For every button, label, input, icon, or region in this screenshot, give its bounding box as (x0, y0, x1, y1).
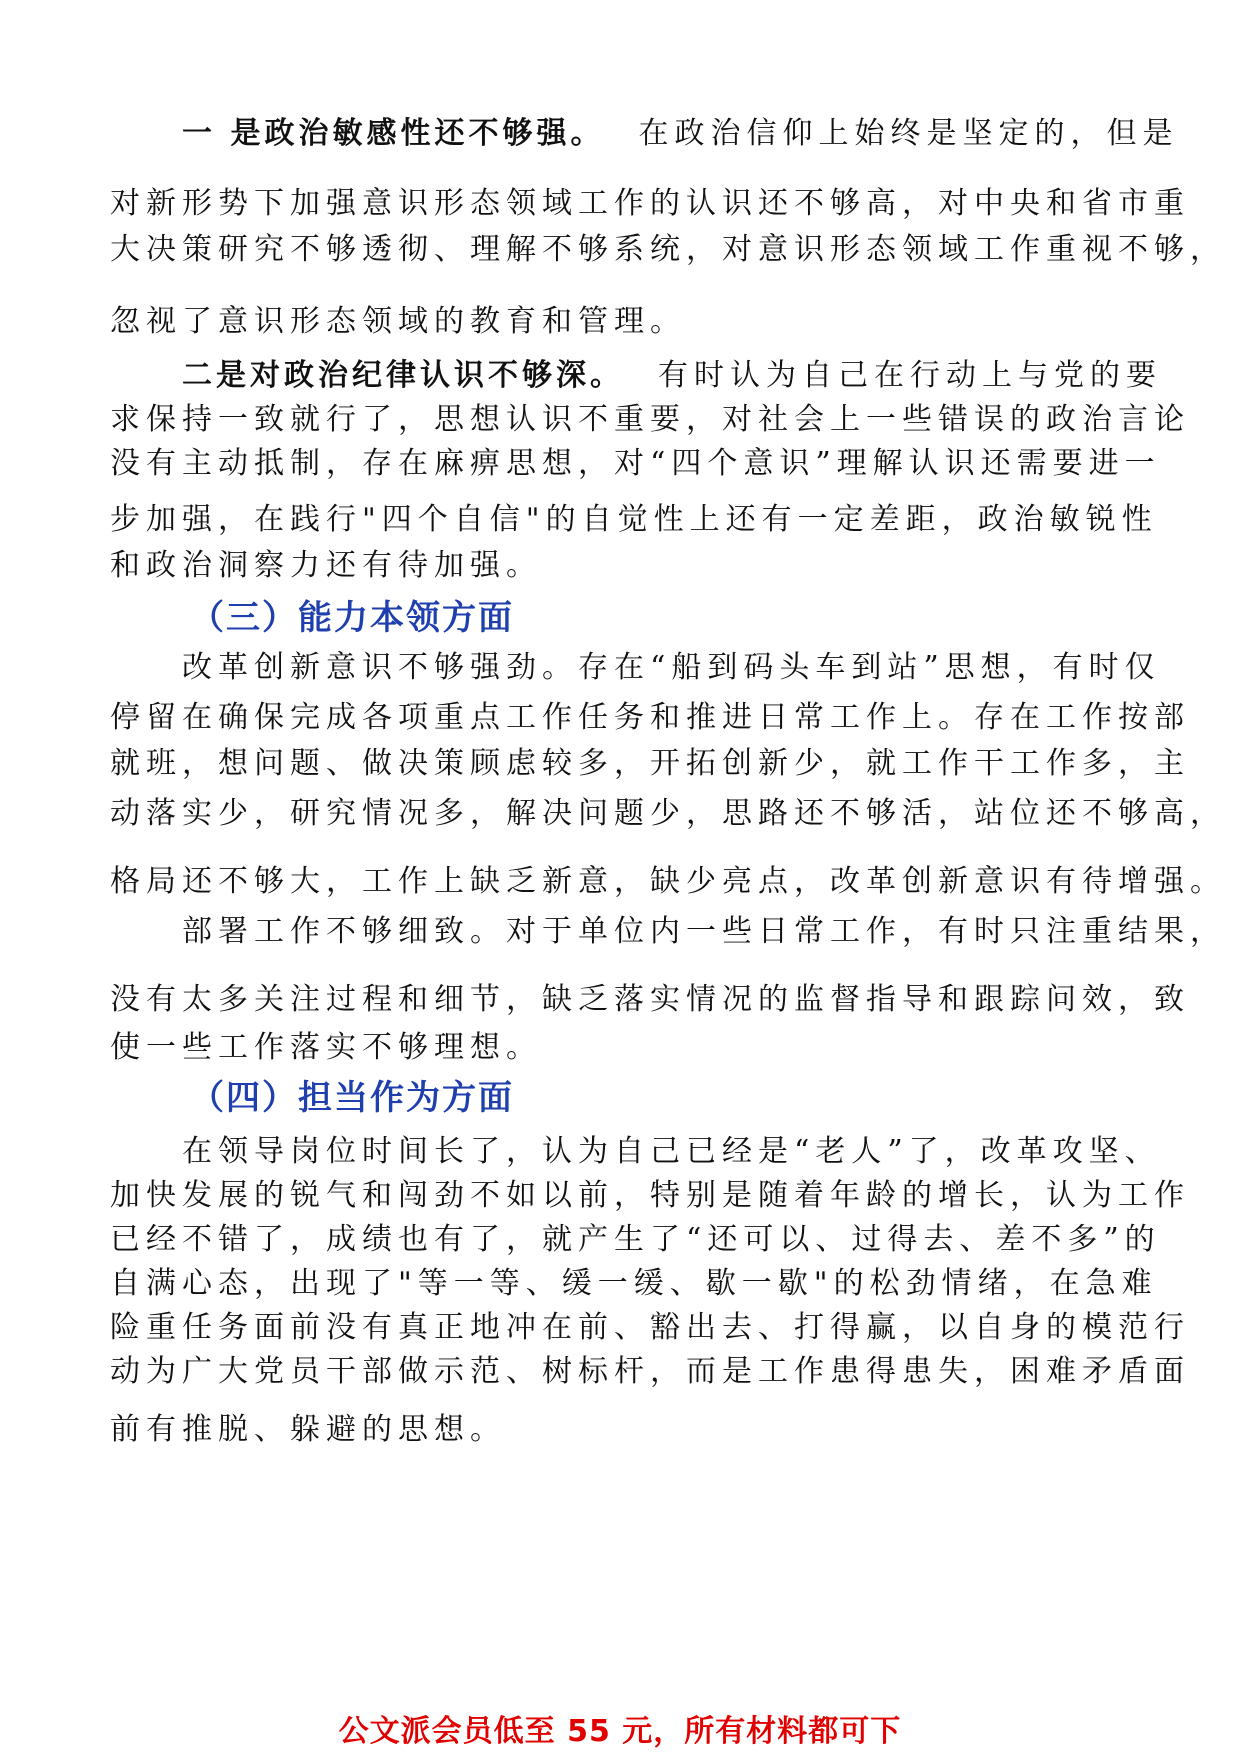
paragraph-3-line-1: 改革创新意识不够强劲。存在“船到码头车到站”思想，有时仅 (182, 650, 1161, 685)
paragraph-5-line-6: 动为广大党员干部做示范、树标杆，而是工作患得患失，困难矛盾面 (110, 1354, 1190, 1389)
paragraph-2-line-1 (182, 358, 1162, 394)
paragraph-1-line-3: 大决策研究不够透彻、理解不够系统，对意识形态领域工作重视不够， (110, 232, 1226, 267)
paragraph-5-line-3: 已经不错了，成绩也有了，就产生了“还可以、过得去、差不多”的 (110, 1222, 1161, 1257)
paragraph-2-line-5: 和政治洞察力还有待加强。 (110, 548, 542, 583)
paragraph-1-line-2: 对新形势下加强意识形态领域工作的认识还不够高，对中央和省市重 (110, 186, 1190, 221)
paragraph-3-line-2: 停留在确保完成各项重点工作任务和推进日常工作上。存在工作按部 (110, 700, 1190, 735)
paragraph-4-line-3: 使一些工作落实不够理想。 (110, 1030, 542, 1065)
paragraph-5-line-7: 前有推脱、躲避的思想。 (110, 1412, 506, 1447)
paragraph-3-line-5: 格局还不够大，工作上缺乏新意，缺少亮点，改革创新意识有待增强。 (110, 864, 1226, 899)
section-heading-3: （三）能力本领方面 (190, 598, 514, 638)
paragraph-2-line-2: 求保持一致就行了，思想认识不重要，对社会上一些错误的政治言论 (110, 402, 1190, 437)
paragraph-5-line-4: 自满心态，出现了"等一等、缓一缓、歇一歇"的松劲情绪，在急难 (110, 1266, 1158, 1301)
paragraph-1-line-4: 忽视了意识形态领域的教育和管理。 (110, 304, 686, 339)
paragraph-4-line-1: 部署工作不够细致。对于单位内一些日常工作，有时只注重结果， (182, 914, 1226, 949)
paragraph-1-text: 在政治信仰上始终是坚定的，但是 (638, 116, 1179, 151)
paragraph-2-line-3: 没有主动抵制，存在麻痹思想，对“四个意识”理解认识还需要进一 (110, 446, 1161, 481)
paragraph-1-lead: 一 是政治敏感性还不够强。 (182, 116, 605, 151)
paragraph-3-line-4: 动落实少，研究情况多，解决问题少，思路还不够活，站位还不够高， (110, 796, 1226, 831)
paragraph-1-line-1 (182, 116, 1178, 152)
footer-promo-text: 公文派会员低至 55 元，所有材料都可下 (338, 1714, 902, 1749)
paragraph-4-line-2: 没有太多关注过程和细节，缺乏落实情况的监督指导和跟踪问效，致 (110, 982, 1190, 1017)
paragraph-3-line-3: 就班，想问题、做决策顾虑较多，开拓创新少，就工作干工作多，主 (110, 746, 1190, 781)
paragraph-2-line-4: 步加强，在践行"四个自信"的自觉性上还有一定差距，政治敏锐性 (110, 502, 1158, 537)
section-heading-4: （四）担当作为方面 (190, 1078, 514, 1118)
paragraph-5-line-1: 在领导岗位时间长了，认为自己已经是“老人”了，改革攻坚、 (182, 1134, 1161, 1169)
paragraph-2-text: 有时认为自己在行动上与党的要 (658, 358, 1162, 393)
paragraph-5-line-5: 险重任务面前没有真正地冲在前、豁出去、打得赢，以自身的模范行 (110, 1310, 1190, 1345)
paragraph-5-line-2: 加快发展的锐气和闯劲不如以前，特别是随着年龄的增长，认为工作 (110, 1178, 1190, 1213)
paragraph-2-lead: 二是对政治纪律认识不够深。 (182, 358, 624, 393)
